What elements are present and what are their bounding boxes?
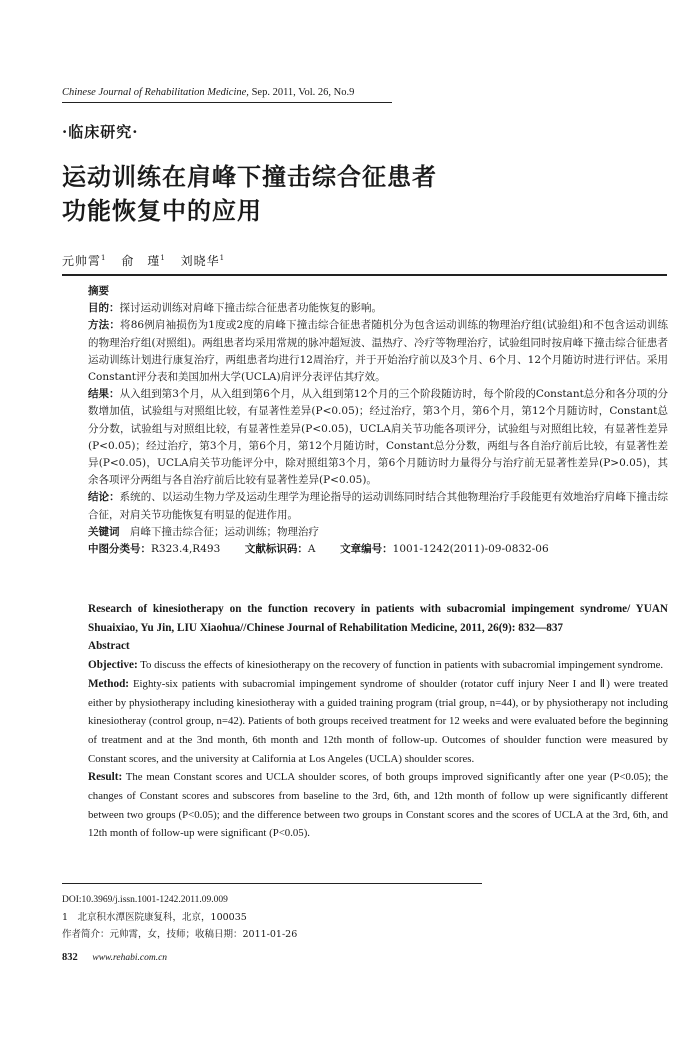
- en-method-paragraph: [88, 675, 668, 769]
- clc-value: R323.4,R493: [151, 543, 221, 556]
- clc-label: 中图分类号：: [88, 543, 151, 556]
- classification-line: [88, 541, 668, 558]
- author-list: [62, 252, 235, 269]
- affiliation-note: 1 北京积水潭医院康复科，北京，100035: [62, 912, 247, 923]
- method-paragraph: [88, 317, 668, 386]
- abstract-rule: [62, 274, 667, 276]
- objective-paragraph: [88, 300, 668, 317]
- result-paragraph: [88, 386, 668, 489]
- english-title: Research of kinesiotherapy on the function recovery in patients with subacromial impingement syndrome/ YUAN Shuaixiao, Yu Jin, LIU Xiaohua//Chinese Journal of Rehabilitation Medicine, 2011, 26(9): 832—837: [88, 603, 668, 634]
- author-affiliation-mark: 1: [101, 254, 107, 262]
- keywords-text: 肩峰下撞击综合征；运动训练；物理治疗: [130, 525, 319, 538]
- journal-name: Chinese Journal of Rehabilitation Medicine,: [62, 87, 249, 98]
- author-name: 俞 瑾: [121, 254, 161, 268]
- en-result-paragraph: [88, 768, 668, 843]
- author-name: 刘晓华: [180, 254, 220, 268]
- issue-info: Sep. 2011, Vol. 26, No.9: [251, 87, 355, 98]
- author-info-note: 作者简介：元帅霄，女，技师；收稿日期：2011-01-26: [62, 929, 298, 940]
- article-title: [62, 160, 437, 228]
- method-text: 将86例肩袖损伤为1度或2度的肩峰下撞击综合征患者随机分为包含运动训练的物理治疗组(试验组)和不包含运动训练的物理治疗组(对照组)。两组患者均采用常规的脉冲超短波、温热疗、冷疗等物理治疗，试验组同时按肩峰下撞击综合征患者运动训练计划进行康复治疗，两组患者均进行12周治疗，并于开始治疗前以及3个月、6个月、12个月随访时进行评估。采用Constant评分表和美国加州大学(UCLA)肩评分表评估其疗效。: [88, 319, 668, 384]
- conclusion-paragraph: [88, 489, 668, 523]
- abstract-en: [88, 600, 668, 843]
- journal-url: www.rehabi.com.cn: [92, 953, 168, 963]
- section-label: ·临床研究·: [62, 123, 139, 141]
- en-result-text: The mean Constant scores and UCLA shoulder scores, of both groups improved significantly after one year (P<0.05); the changes of Constant scores and subscores from baseline to the 3rd, 6th, and 12th month of follow up were significantly different between two groups (P<0.05); and the difference between two groups in Constant scores and the scores of UCLA at the 3rd, 6th, and 12th month of follow-up were significant (P<0.05).: [88, 771, 668, 840]
- running-head: [62, 87, 354, 98]
- method-label: 方法：: [88, 319, 121, 332]
- title-line-2: 功能恢复中的应用: [62, 196, 262, 225]
- keywords-paragraph: [88, 524, 668, 541]
- footnotes: [62, 892, 297, 943]
- en-objective-text: To discuss the effects of kinesiotherapy on the recovery of function in patients with subacromial impingement syndrome.: [140, 659, 664, 672]
- en-result-label: Result:: [88, 771, 123, 784]
- doc-code-label: 文献标识码：: [244, 543, 308, 556]
- en-objective-label: Objective:: [88, 659, 138, 672]
- result-label: 结果：: [88, 388, 120, 401]
- article-no-label: 文章编号：: [340, 543, 393, 556]
- page-footer: [62, 952, 167, 963]
- header-rule: [62, 102, 392, 103]
- doc-code-value: A: [307, 543, 316, 556]
- english-abstract-heading: Abstract: [88, 640, 130, 653]
- en-method-text: Eighty-six patients with subacromial impingement syndrome of shoulder (rotator cuff injury Neer I and Ⅱ) were treated either by physiotherapy including kinesiotheray with a guided training program (trial group, n=44), or by physiotherapy not including kinesiotheray (control group, n=42). Patients of both groups received treatment for 12 weeks and were evaluated before the beginning of treatment and at the 3nd month, 6th month and 12th month of follow-up. Outcomes of shoulder function were measured by Constant scores, and the university at California at Los Angeles (UCLA) shoulder scores.: [88, 677, 669, 765]
- abstract-heading: 摘要: [88, 285, 109, 297]
- author-affiliation-mark: 1: [160, 254, 166, 262]
- author-affiliation-mark: 1: [219, 254, 226, 262]
- footnote-rule: [62, 883, 482, 884]
- conclusion-text: 系统的、以运动生物力学及运动生理学为理论指导的运动训练同时结合其他物理治疗手段能更有效地治疗肩峰下撞击综合征，对肩关节功能恢复有明显的促进作用。: [88, 491, 668, 521]
- abstract-cn: [88, 283, 668, 558]
- page-number: 832: [62, 952, 78, 963]
- author-name: 元帅霄: [62, 254, 102, 268]
- title-line-1: 运动训练在肩峰下撞击综合征患者: [62, 162, 437, 191]
- article-no-value: 1001-1242(2011)-09-0832-06: [392, 543, 549, 556]
- en-objective-paragraph: [88, 656, 668, 675]
- objective-text: 探讨运动训练对肩峰下撞击综合征患者功能恢复的影响。: [119, 302, 382, 315]
- objective-label: 目的：: [88, 302, 120, 315]
- conclusion-label: 结论：: [88, 491, 120, 504]
- result-text: 从入组到第3个月，从入组到第6个月，从入组到第12个月的三个阶段随访时，每个阶段的Constant总分和各分项的分数增加值，试验组与对照组比较，有显著性差异(P<0.05)；经过治疗，第3个月，第6个月，第12个月随访时，Constant总分分数，试验组与对照组比较，有显著性差异(P<0.05)，UCLA肩关节功能各项评分，试验组与对照组比较，有显著性差异(P<0.05)；经过治疗，第3个月，第6个月，第12个月随访时，Constant总分分数，两组与各自治疗前后比较，有显著性差异(P<0.05)，UCLA肩关节功能评分中，除对照组第3个月，第6个月随访时力量得分与治疗前无显著性差异(P>0.05)，其余各项评分两组与各自治疗前后比较有显著性差异(P<0.05)。: [88, 388, 669, 487]
- keywords-label: 关键词: [88, 525, 120, 538]
- doi: DOI:10.3969/j.issn.1001-1242.2011.09.009: [62, 895, 228, 905]
- en-method-label: Method:: [88, 677, 130, 690]
